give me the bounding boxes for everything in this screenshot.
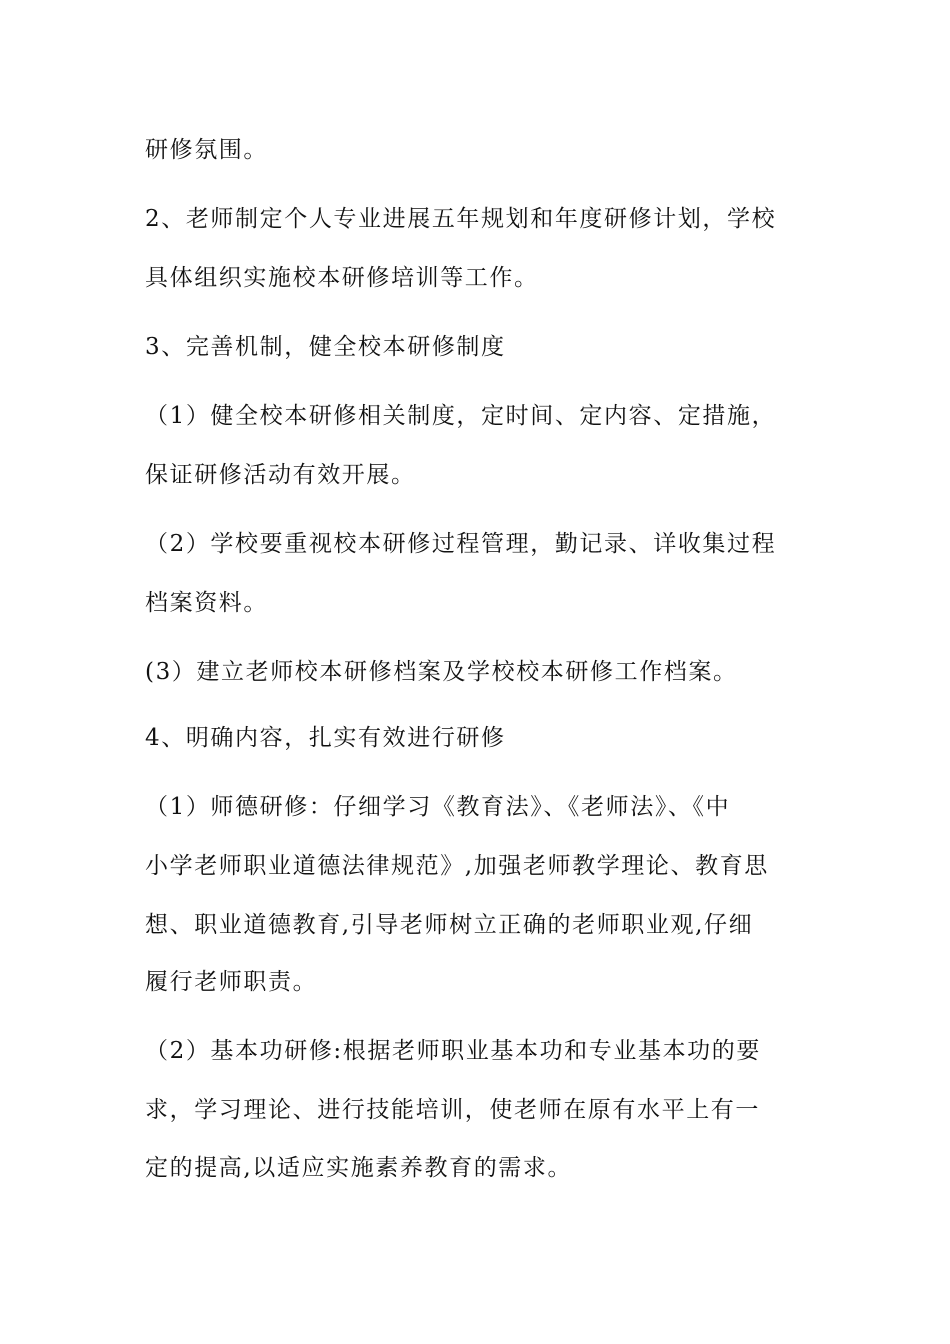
paragraph-line: 求，学习理论、进行技能培训，使老师在原有水平上有一 — [145, 1097, 760, 1123]
section-heading: 4、明确内容，扎实有效进行研修 — [145, 725, 506, 751]
paragraph-line: 具体组织实施校本研修培训等工作。 — [145, 265, 539, 291]
paragraph-line: （1）健全校本研修相关制度，定时间、定内容、定措施， — [145, 403, 777, 429]
paragraph-line: （2）基本功研修:根据老师职业基本功和专业基本功的要 — [145, 1038, 761, 1064]
paragraph-line: 小学老师职业道德法律规范》,加强老师教学理论、教育思 — [145, 853, 769, 879]
paragraph-line: 定的提高,以适应实施素养教育的需求。 — [145, 1155, 573, 1181]
paragraph-line: （2）学校要重视校本研修过程管理，勤记录、详收集过程 — [145, 531, 777, 557]
paragraph-line: 档案资料。 — [145, 590, 268, 616]
paragraph-line: 履行老师职责。 — [145, 969, 318, 995]
paragraph-line: (3）建立老师校本研修档案及学校校本研修工作档案。 — [145, 659, 738, 685]
paragraph-line: 想、职业道德教育,引导老师树立正确的老师职业观,仔细 — [145, 912, 754, 938]
section-heading: 3、完善机制，健全校本研修制度 — [145, 334, 506, 360]
paragraph-line: 保证研修活动有效开展。 — [145, 462, 416, 488]
paragraph-line: 研修氛围。 — [145, 137, 268, 163]
paragraph-line: （1）师德研修：仔细学习《教育法》、《老师法》、《中 — [145, 794, 731, 820]
paragraph-line: 2、老师制定个人专业进展五年规划和年度研修计划，学校 — [145, 206, 777, 232]
